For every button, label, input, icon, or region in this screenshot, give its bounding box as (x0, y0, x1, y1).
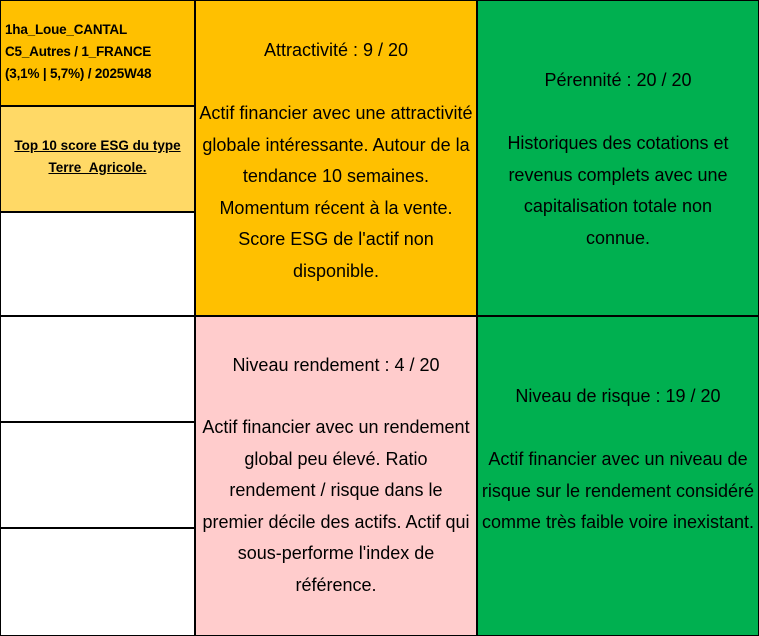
rendement-description: Actif financier avec un rendement global peu élevé. Ratio rendement / risque dans le premier décile des actifs. Actif qui sous-performe l'index de référence. (202, 417, 470, 595)
perennite-title: Pérennité : 20 / 20 (544, 70, 692, 90)
empty-cell (0, 422, 195, 528)
perennite-description: Historiques des cotations et revenus complets avec une capitalisation totale non connue. (507, 133, 729, 248)
esg-top10-link-line2[interactable]: Terre_Agricole. (48, 160, 147, 175)
empty-cell (0, 528, 195, 636)
asset-category: C5_Autres / 1_FRANCE (5, 44, 152, 59)
asset-identifier-cell (0, 0, 195, 106)
esg-top10-cell[interactable] (0, 106, 195, 212)
esg-top10-link-line1[interactable]: Top 10 score ESG du type (14, 138, 181, 153)
perennite-cell (477, 0, 759, 316)
rendement-cell (195, 316, 477, 636)
asset-rates-period: (3,1% | 5,7%) / 2025W48 (5, 66, 152, 81)
empty-cell (0, 212, 195, 316)
risque-description: Actif financier avec un niveau de risque sur le rendement considéré comme très faible voire inexistant. (481, 449, 755, 532)
attractivite-title: Attractivité : 9 / 20 (263, 40, 409, 60)
risque-cell (477, 316, 759, 636)
empty-cell (0, 316, 195, 422)
asset-name: 1ha_Loue_CANTAL (5, 22, 128, 37)
rendement-title: Niveau rendement : 4 / 20 (232, 355, 440, 375)
attractivite-description: Actif financier avec une attractivité globale intéressante. Autour de la tendance 10 semaines. Momentum récent à la vente. Score ESG de l'actif non disponible. (199, 103, 473, 281)
risque-title: Niveau de risque : 19 / 20 (515, 386, 721, 406)
attractivite-cell (195, 0, 477, 316)
